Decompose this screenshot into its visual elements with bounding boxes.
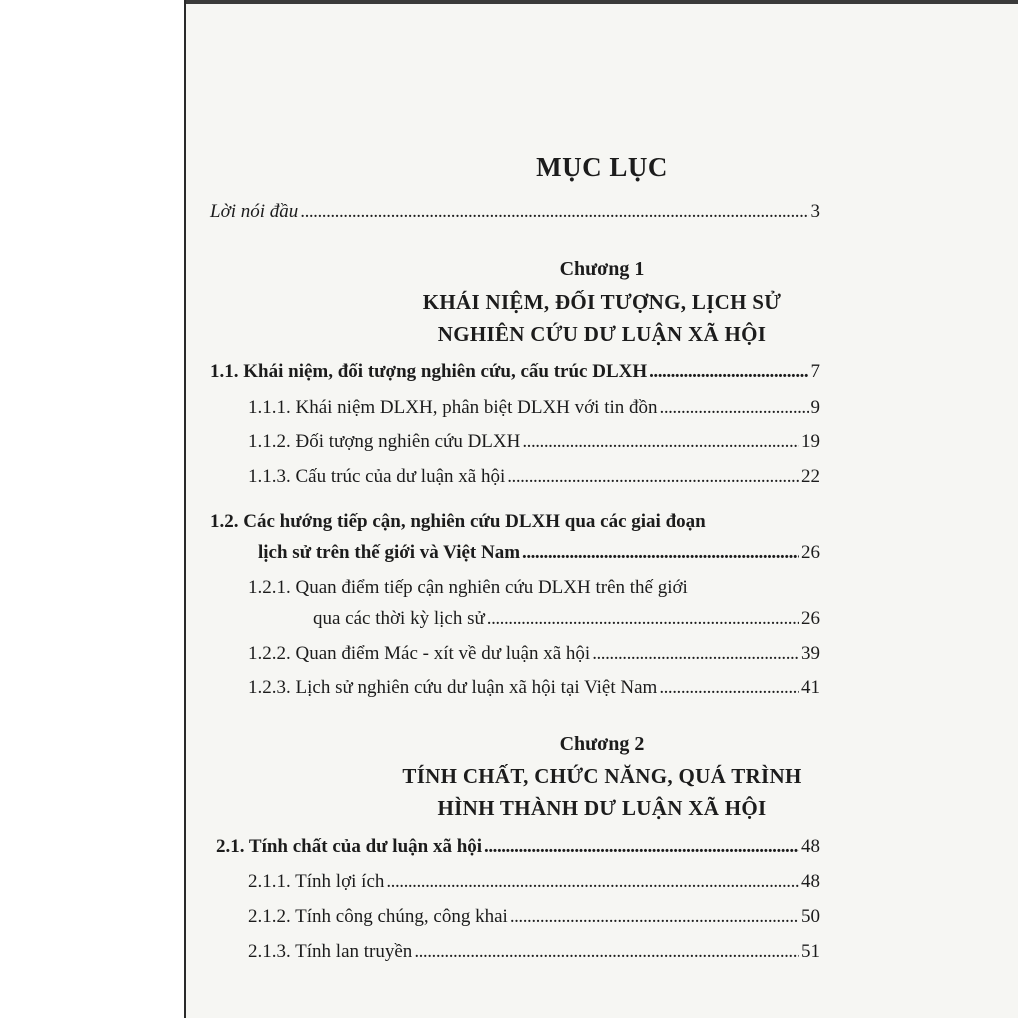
leader-dots (487, 607, 799, 631)
chapter-title-line: HÌNH THÀNH DƯ LUẬN XÃ HỘI (437, 796, 767, 820)
toc-label: Lịch sử nghiên cứu dư luận xã hội tại Việt Nam (295, 677, 658, 698)
toc-entry-section (258, 541, 820, 565)
toc-entry-subsection (248, 430, 820, 454)
toc-label: Lời nói đầu (210, 201, 299, 222)
leader-dots (507, 465, 799, 489)
toc-entry-subsection (248, 905, 820, 929)
leader-dots (649, 360, 808, 384)
toc-section-line: 1.2. Các hướng tiếp cận, nghiên cứu DLXH qua các giai đoạn (210, 511, 706, 532)
toc-number: 2.1.1. (248, 871, 291, 892)
toc-entry-section (210, 360, 820, 384)
toc-label: 1.1. Khái niệm, đối tượng nghiên cứu, cấu trúc DLXH (210, 361, 648, 382)
toc-entry-section (216, 835, 820, 859)
leader-dots (522, 541, 799, 565)
page-title: MỤC LỤC (536, 152, 668, 182)
toc-page-number: 9 (810, 397, 820, 418)
toc-label: Tính công chúng, công khai (295, 906, 508, 927)
leader-dots (386, 870, 799, 894)
chapter-title-line: TÍNH CHẤT, CHỨC NĂNG, QUÁ TRÌNH (402, 764, 802, 788)
toc-label: 2.1. Tính chất của dư luận xã hội (216, 836, 483, 857)
toc-entry-subsection (248, 465, 820, 489)
leader-dots (659, 676, 799, 700)
toc-page-number: 26 (801, 608, 820, 629)
toc-entry-subsection (248, 642, 820, 666)
toc-number: 1.2.3. (248, 677, 291, 698)
toc-entry-subsection (248, 676, 820, 700)
chapter-number: Chương 1 (559, 258, 645, 280)
leader-dots (510, 905, 799, 929)
toc-label: Cấu trúc của dư luận xã hội (295, 466, 506, 487)
toc-label: Tính lợi ích (295, 871, 385, 892)
toc-number: 2.1.3. (248, 941, 291, 962)
leader-dots (660, 396, 809, 420)
toc-entry-subsection (248, 396, 820, 420)
toc-page-number: 39 (801, 643, 820, 664)
leader-dots (484, 835, 799, 859)
toc-page-number: 19 (801, 431, 820, 452)
toc-entry-subsection (248, 870, 820, 894)
toc-label: Quan điểm Mác - xít về dư luận xã hội (295, 643, 591, 664)
toc-label: Khái niệm DLXH, phân biệt DLXH với tin đồn (295, 397, 658, 418)
leader-dots (522, 430, 799, 454)
toc-number: 1.2.1. (248, 577, 291, 598)
toc-entry-subsection (248, 940, 820, 964)
toc-label: Quan điểm tiếp cận nghiên cứu DLXH trên thế giới (295, 577, 688, 598)
toc-number: 1.1.1. (248, 397, 291, 418)
toc-number: 1.1.3. (248, 466, 291, 487)
chapter-title-line: KHÁI NIỆM, ĐỐI TƯỢNG, LỊCH SỬ (422, 290, 782, 314)
chapter-title-line: NGHIÊN CỨU DƯ LUẬN XÃ HỘI (437, 322, 767, 346)
toc-number: 1.2.2. (248, 643, 291, 664)
toc-page-number: 7 (810, 361, 820, 382)
toc-page-number: 50 (801, 906, 820, 927)
toc-number: 2.1.2. (248, 906, 291, 927)
leader-dots (592, 642, 799, 666)
toc-page-number: 48 (801, 836, 820, 857)
toc-entry-preface (210, 200, 820, 224)
toc-page-number: 26 (801, 542, 820, 563)
toc-entry-subsection (313, 607, 820, 631)
chapter-number: Chương 2 (559, 733, 645, 755)
toc-page-number: 48 (801, 871, 820, 892)
toc-page-number: 3 (810, 201, 820, 222)
book-page (184, 0, 1018, 1018)
toc-page-number: 51 (801, 941, 820, 962)
toc-number: 1.1.2. (248, 431, 291, 452)
toc-label: lịch sử trên thế giới và Việt Nam (258, 542, 521, 563)
toc-label: qua các thời kỳ lịch sử (313, 608, 485, 629)
toc-label: Tính lan truyền (295, 941, 413, 962)
toc-page-number: 22 (801, 466, 820, 487)
toc-page-number: 41 (801, 677, 820, 698)
leader-dots (414, 940, 799, 964)
toc-subsection-line (248, 576, 688, 600)
leader-dots (300, 200, 808, 224)
toc-label: Đối tượng nghiên cứu DLXH (295, 431, 521, 452)
